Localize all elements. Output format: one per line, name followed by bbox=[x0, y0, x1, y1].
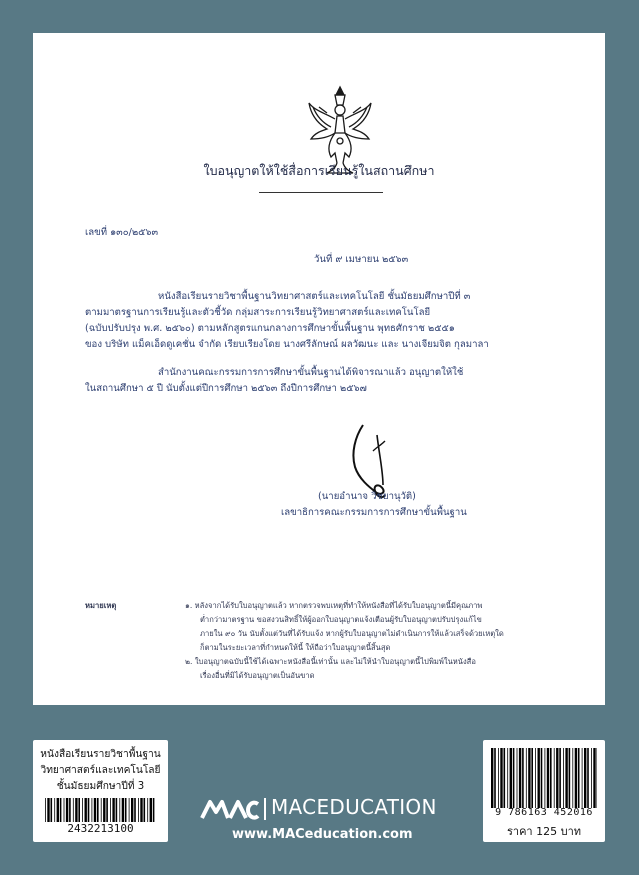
remark-1-line2: ต่ำกว่ามาตรฐาน ขอสงวนสิทธิ์ให้ผู้ออกใบอนุญาตแจ้งเตือนผู้รับใบอนุญาตปรับปรุงแก้ไข bbox=[200, 615, 482, 624]
isbn-number: 9 786163 452016 bbox=[495, 807, 593, 818]
paragraph1-line2: ตามมาตรฐานการเรียนรู้และตัวชี้วัด กลุ่มสาระการเรียนรู้วิทยาศาสตร์และเทคโนโลยี bbox=[85, 307, 431, 318]
brand-separator bbox=[264, 798, 266, 820]
catalog-box bbox=[33, 740, 168, 842]
mac-logo-icon bbox=[200, 798, 260, 820]
remark-2-line2: เรื่องอื่นที่มิได้รับอนุญาตเป็นอันขาด bbox=[200, 671, 315, 680]
catalog-line-3: ชั้นมัธยมศึกษาปีที่ 3 bbox=[56, 781, 145, 792]
remarks-label: หมายเหตุ bbox=[85, 601, 117, 610]
catalog-line-2: วิทยาศาสตร์และเทคโนโลยี bbox=[40, 765, 161, 776]
catalog-barcode bbox=[45, 798, 156, 822]
document-title: ใบอนุญาตให้ใช้สื่อการเรียนรู้ในสถานศึกษา bbox=[203, 163, 435, 178]
issue-date: วันที่ ๙ เมษายน ๒๕๖๓ bbox=[314, 254, 409, 265]
price-label: ราคา 125 บาท bbox=[506, 825, 582, 838]
title-divider bbox=[259, 192, 383, 193]
paragraph1-line3: (ฉบับปรับปรุง พ.ศ. ๒๕๖๐) ตามหลักสูตรแกนกลางการศึกษาขั้นพื้นฐาน พุทธศักราช ๒๕๕๑ bbox=[85, 323, 455, 334]
remark-1-line4: ก็ตามในระยะเวลาที่กำหนดให้นี้ ให้ถือว่าใบอนุญาตนี้สิ้นสุด bbox=[200, 643, 391, 652]
remark-1-line3: ภายใน ๙๐ วัน นับตั้งแต่วันที่ได้รับแจ้ง หากผู้รับใบอนุญาตไม่ดำเนินการให้แล้วเสร็จด้วยเหตุใด bbox=[200, 629, 504, 638]
isbn-box bbox=[483, 740, 605, 842]
paragraph1-line4: ของ บริษัท แม็คเอ็ดดูเคชั่น จำกัด เรียบเรียงโดย นางศรีลักษณ์ ผลวัฒนะ และ นางเจียมจิต กุลมาลา bbox=[85, 339, 489, 350]
brand-name: MACEDUCATION bbox=[271, 795, 437, 819]
remark-1-line1: ๑. หลังจากได้รับใบอนุญาตแล้ว หากตรวจพบเหตุที่ทำให้หนังสือที่ได้รับใบอนุญาตนี้มีคุณภาพ bbox=[185, 601, 483, 610]
license-number: เลขที่ ๑๓๐/๒๕๖๓ bbox=[85, 227, 159, 238]
signer-name: (นายอำนาจ วิชยานุวัติ) bbox=[318, 491, 416, 502]
license-document bbox=[33, 33, 605, 705]
website-url: www.MACeducation.com bbox=[232, 827, 413, 842]
remark-2-line1: ๒. ใบอนุญาตฉบับนี้ใช้ได้เฉพาะหนังสือนี้เท่านั้น และไม่ให้นำใบอนุญาตนี้ไปพิมพ์ในหนังสือ bbox=[185, 657, 476, 666]
isbn-barcode bbox=[491, 748, 597, 808]
catalog-code: 2432213100 bbox=[67, 822, 134, 835]
signer-position: เลขาธิการคณะกรรมการการศึกษาขั้นพื้นฐาน bbox=[281, 507, 467, 518]
paragraph2-line1: สำนักงานคณะกรรมการการศึกษาขั้นพื้นฐานได้พิจารณาแล้ว อนุญาตให้ใช้ bbox=[158, 367, 464, 378]
catalog-line-1: หนังสือเรียนรายวิชาพื้นฐาน bbox=[40, 749, 161, 760]
paragraph1-line1: หนังสือเรียนรายวิชาพื้นฐานวิทยาศาสตร์และเทคโนโลยี ชั้นมัธยมศึกษาปีที่ ๓ bbox=[158, 291, 471, 302]
paragraph2-line2: ในสถานศึกษา ๕ ปี นับตั้งแต่ปีการศึกษา ๒๕๖๓ ถึงปีการศึกษา ๒๕๖๗ bbox=[85, 383, 367, 394]
